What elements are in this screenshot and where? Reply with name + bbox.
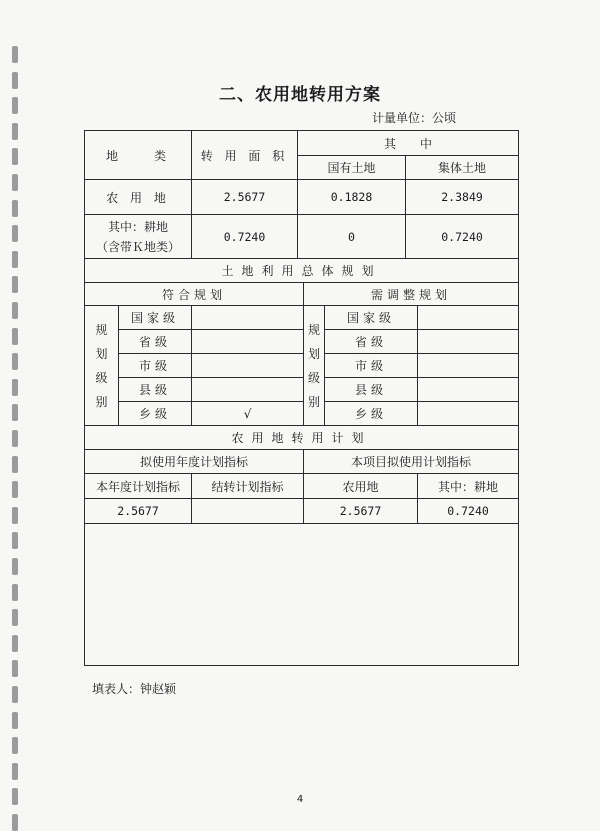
project-plan-heading: 本项目拟使用计划指标 <box>304 450 519 474</box>
header-state-owned: 国有土地 <box>298 156 406 180</box>
conform-mark-township: √ <box>192 402 304 426</box>
row-label-agri: 农 用 地 <box>85 180 192 215</box>
adjust-mark-province <box>418 330 519 354</box>
binding-ring <box>12 456 18 473</box>
adjust-mark-township <box>418 402 519 426</box>
adjust-level-province: 省级 <box>325 330 418 354</box>
val-carryover <box>192 499 304 524</box>
binding-ring <box>12 251 18 268</box>
conform-mark-county <box>192 378 304 402</box>
binding-ring <box>12 46 18 63</box>
binding-ring <box>12 353 18 370</box>
col-cultivated: 其中：耕地 <box>418 474 519 499</box>
row-cultivated-area: 0.7240 <box>192 215 298 259</box>
binding-ring <box>12 712 18 729</box>
conform-mark-city <box>192 354 304 378</box>
adjust-mark-county <box>418 378 519 402</box>
binding-ring <box>12 174 18 191</box>
binding-ring <box>12 481 18 498</box>
binding-ring <box>12 532 18 549</box>
binding-ring <box>12 148 18 165</box>
binding-ring <box>12 584 18 601</box>
land-conversion-table <box>84 130 519 666</box>
annual-plan-heading: 拟使用年度计划指标 <box>85 450 304 474</box>
conform-plan-level-label <box>85 306 119 426</box>
overall-plan-heading: 土地利用总体规划 <box>85 259 519 283</box>
page-title: 二、农用地转用方案 <box>219 85 381 105</box>
binding-ring <box>12 686 18 703</box>
row-label-cultivated-line2: （含带Ｋ地类） <box>96 239 181 254</box>
conform-level-city: 市级 <box>119 354 192 378</box>
binding-ring <box>12 276 18 293</box>
adjust-level-township: 乡级 <box>325 402 418 426</box>
binding-ring <box>12 328 18 345</box>
row-label-cultivated-line1: 其中：耕地 <box>108 219 169 234</box>
adjust-mark-national <box>418 306 519 330</box>
conform-mark-province <box>192 330 304 354</box>
col-carryover: 结转计划指标 <box>192 474 304 499</box>
row-agri-area: 2.5677 <box>192 180 298 215</box>
remarks-blank-area <box>85 524 519 666</box>
conform-level-national: 国家级 <box>119 306 192 330</box>
binding-ring <box>12 763 18 780</box>
conform-level-township: 乡级 <box>119 402 192 426</box>
binding-ring <box>12 200 18 217</box>
header-collective: 集体土地 <box>406 156 519 180</box>
page-number: 4 <box>296 794 304 805</box>
binding-ring <box>12 558 18 575</box>
val-current-year: 2.5677 <box>85 499 192 524</box>
binding-ring <box>12 609 18 626</box>
row-cultivated-state: 0 <box>298 215 406 259</box>
adjust-plan-level-text: 规 划 级 别 <box>308 322 321 409</box>
row-label-cultivated <box>85 215 192 259</box>
binding-ring <box>12 660 18 677</box>
col-agri: 农用地 <box>304 474 418 499</box>
header-converted-area: 转 用 面 积 <box>192 131 298 180</box>
header-of-which: 其 中 <box>298 131 519 156</box>
binding-rings <box>10 0 24 817</box>
row-agri-collective: 2.3849 <box>406 180 519 215</box>
binding-ring <box>12 123 18 140</box>
conform-mark-national <box>192 306 304 330</box>
binding-ring <box>12 302 18 319</box>
adjust-mark-city <box>418 354 519 378</box>
adjust-level-city: 市级 <box>325 354 418 378</box>
binding-ring <box>12 507 18 524</box>
adjust-plan-heading: 需调整规划 <box>304 283 519 306</box>
binding-ring <box>12 430 18 447</box>
filler-label: 填表人：钟赵颖 <box>92 682 177 696</box>
binding-ring <box>12 404 18 421</box>
col-current-year: 本年度计划指标 <box>85 474 192 499</box>
row-cultivated-collective: 0.7240 <box>406 215 519 259</box>
conform-plan-heading: 符合规划 <box>85 283 304 306</box>
conform-level-province: 省级 <box>119 330 192 354</box>
binding-ring <box>12 635 18 652</box>
val-agri: 2.5677 <box>304 499 418 524</box>
conversion-plan-heading: 农用地转用计划 <box>85 426 519 450</box>
binding-ring <box>12 737 18 754</box>
row-agri-state: 0.1828 <box>298 180 406 215</box>
adjust-level-national: 国家级 <box>325 306 418 330</box>
binding-ring <box>12 225 18 242</box>
conform-plan-level-text: 规 划 级 别 <box>95 322 108 409</box>
adjust-plan-level-label <box>304 306 325 426</box>
unit-label: 计量单位：公顷 <box>372 111 457 125</box>
binding-ring <box>12 379 18 396</box>
val-cultivated: 0.7240 <box>418 499 519 524</box>
adjust-level-county: 县级 <box>325 378 418 402</box>
header-category: 地 类 <box>85 131 192 180</box>
conform-level-county: 县级 <box>119 378 192 402</box>
